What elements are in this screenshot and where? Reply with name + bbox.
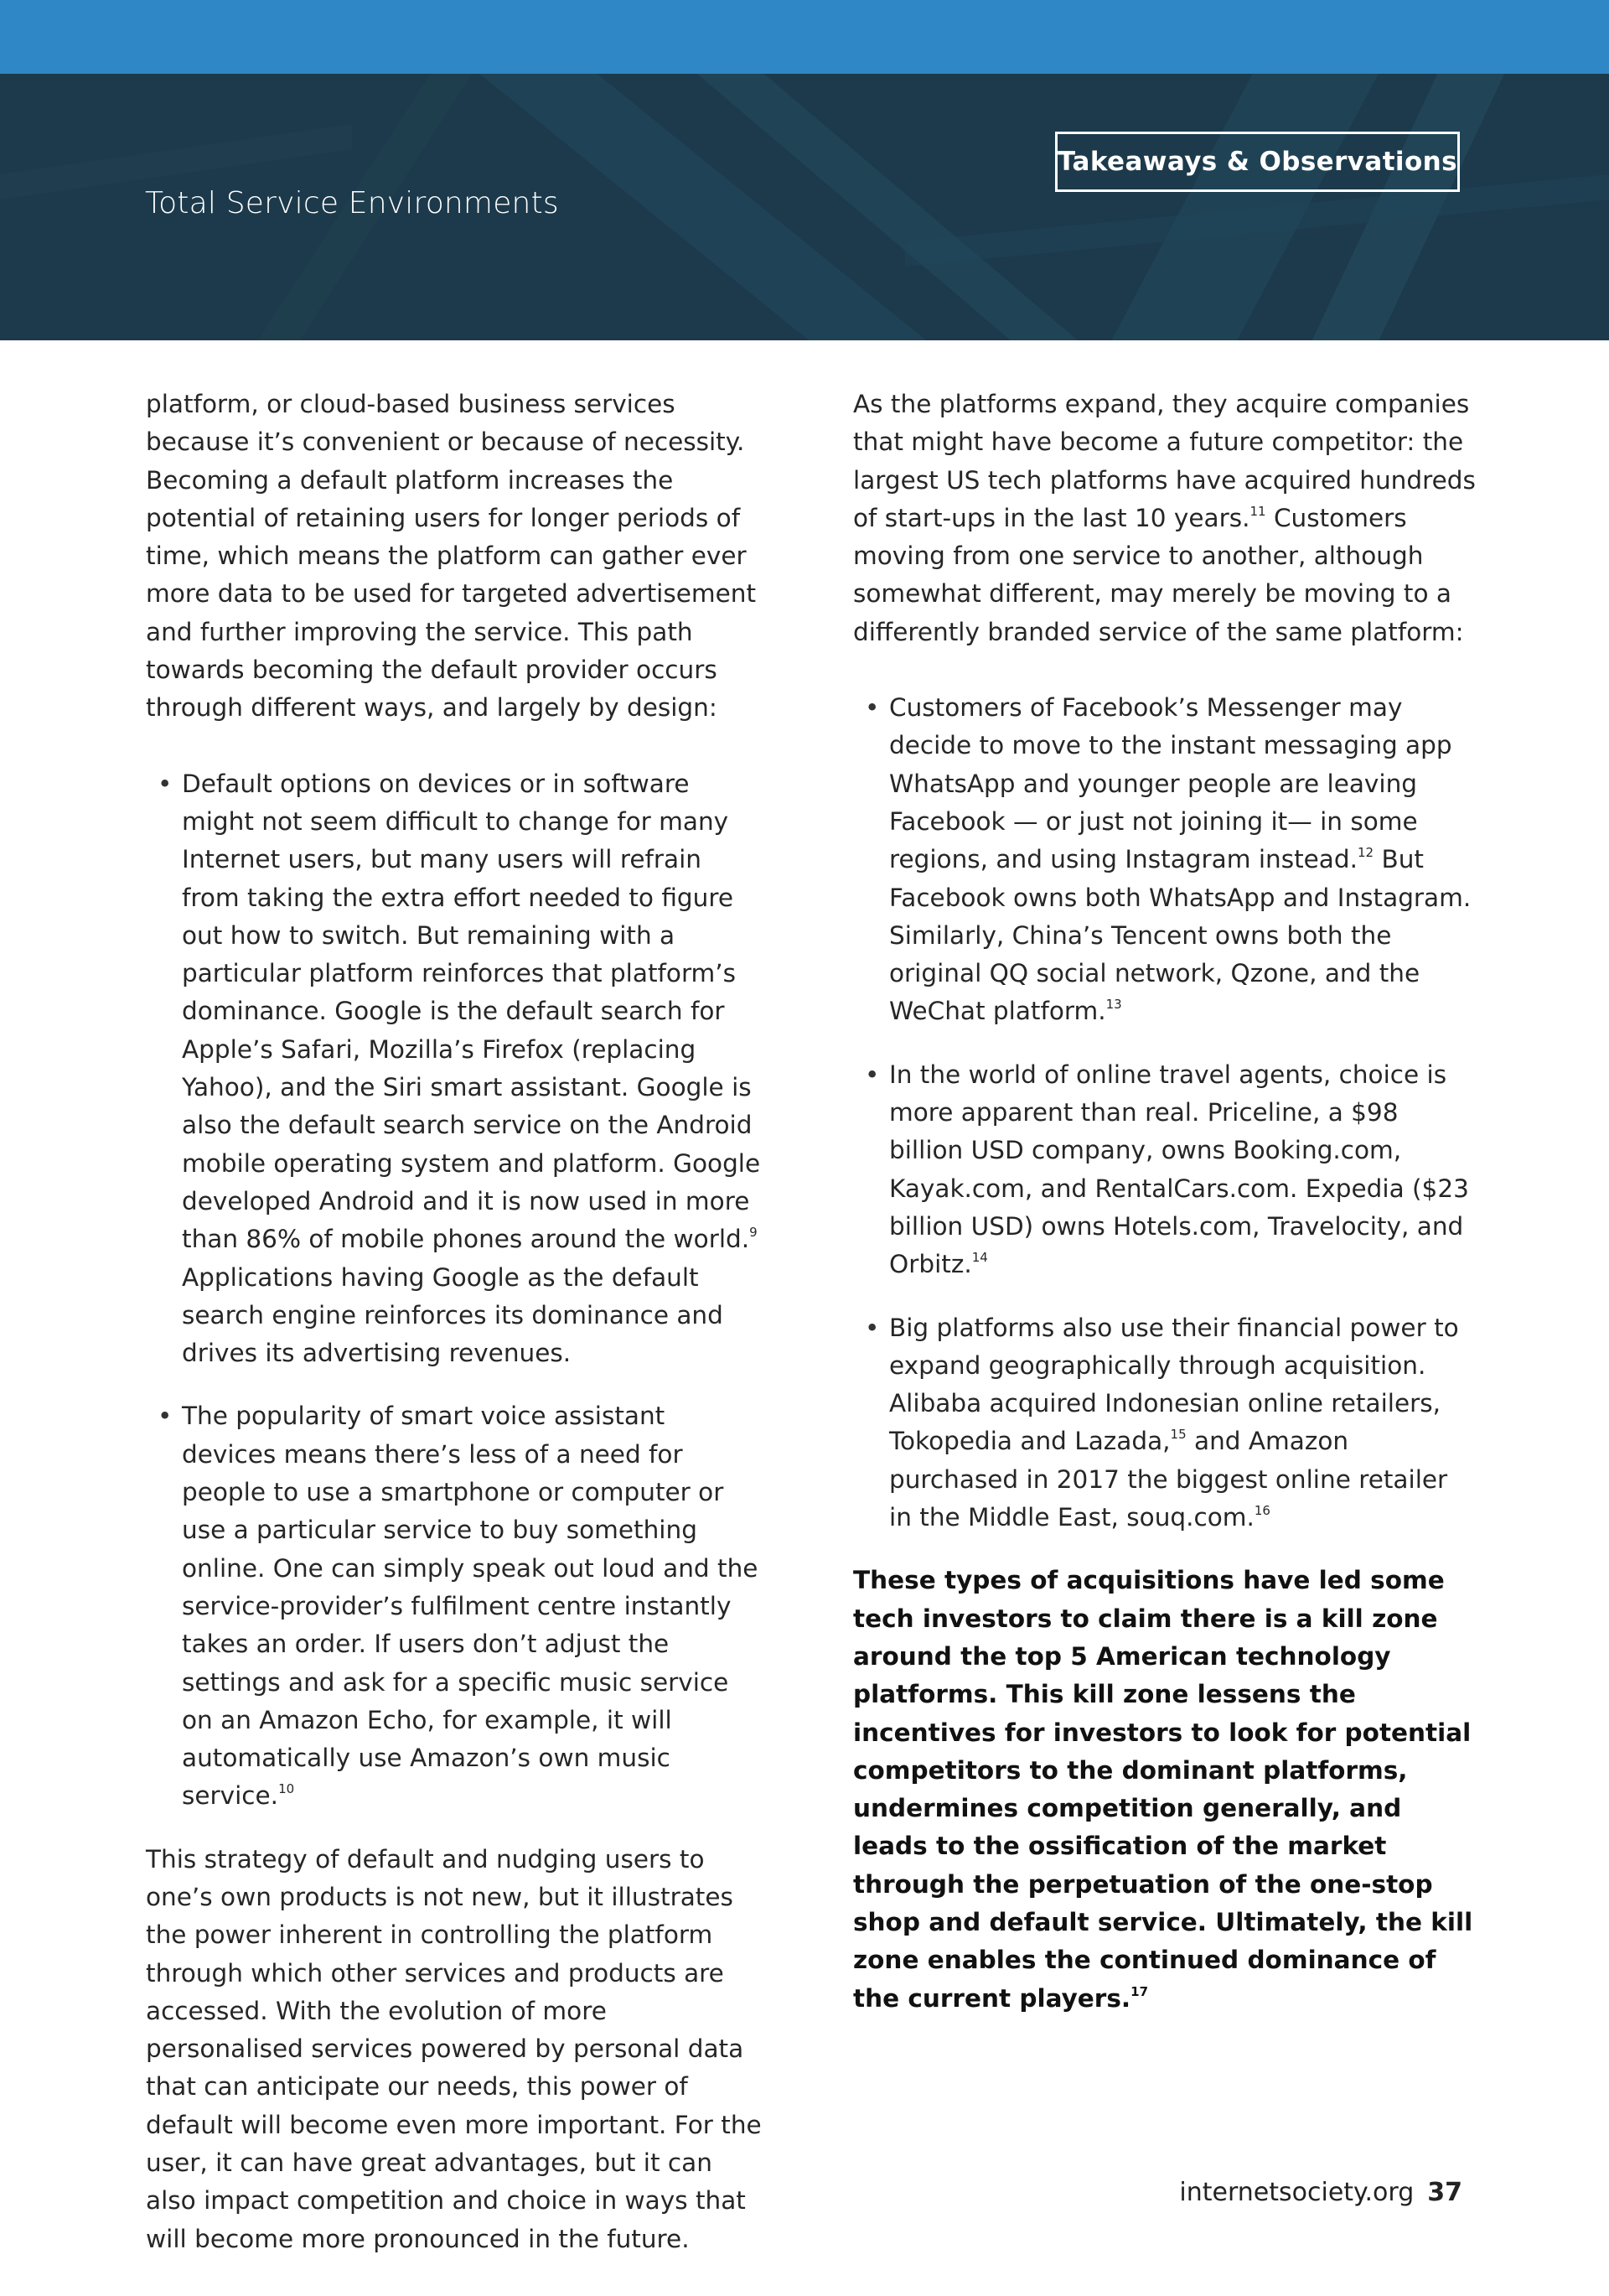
right-column xyxy=(853,386,1477,2055)
top-accent-strip xyxy=(0,0,1609,74)
list-item xyxy=(853,1309,1477,1537)
left-intro-paragraph: platform, or cloud-based business services because it’s convenient or because of necessity. Becoming a default platform increases the potential of retaining users for longer periods of time, which means the platform can gather ever more data to be used for targeted advertisement and further improving the service. This path towards becoming the default provider occurs through different ways, and largely by design: xyxy=(146,390,757,723)
left-column xyxy=(146,386,766,2296)
bullet-text-tail: Applications having Google as the default search engine reinforces its dominance and drives its advertising revenues. xyxy=(182,1262,723,1368)
bullet-text-tail: and Amazon purchased in 2017 the biggest online retailer in the Middle East, souq.com. xyxy=(889,1427,1448,1532)
footer-site-link[interactable]: internetsociety.org xyxy=(1179,2178,1415,2207)
section-title: Total Service Environments xyxy=(145,186,559,220)
footnote-ref: 12 xyxy=(1357,845,1374,861)
footnote-ref: 11 xyxy=(1249,503,1266,519)
header-banner xyxy=(0,74,1609,340)
list-item xyxy=(146,765,766,1373)
kill-zone-emphasis-paragraph xyxy=(853,1562,1477,2018)
bullet-text: The popularity of smart voice assistant devices means there’s less of a need for people to use a smartphone or computer or use a particular service to buy something online. One can simply speak out loud and the service-provider’s fulfilment centre instantly takes an order. If users don’t adjust the settings and ask for a specific music service on an Amazon Echo, for example, it will automatically use Amazon’s own music service. xyxy=(182,1402,758,1811)
left-closing-paragraph: This strategy of default and nudging users to one’s own products is not new, but it illustrates the power inherent in controlling the platform through which other services and products are accessed. With the evolution of more personalised services powered by personal data that can anticipate our needs, this power of default will become even more important. For the user, it can have great advantages, but it can also impact competition and choice in ways that will become more pronounced in the future. xyxy=(146,1844,762,2253)
right-intro-paragraph xyxy=(853,386,1477,651)
bullet-text: Big platforms also use their financial power to expand geographically through acquisition. Alibaba acquired Indonesian online retailers, Tokopedia and Lazada, xyxy=(889,1313,1459,1456)
bullet-text: Default options on devices or in software might not seem difficult to change for many Internet users, but many users will refrain from taking the extra effort needed to figure out how to switch. But remaining with a particular platform reinforces that platform’s dominance. Google is the default search for Apple’s Safari, Mozilla’s Firefox (replacing Yahoo), and the Siri smart assistant. Google is also the default search service on the Android mobile operating system and platform. Google developed Android and it is now used in more than 86% of mobile phones around the world. xyxy=(182,769,761,1254)
page-footer xyxy=(1179,2178,1462,2207)
bullet-text-tail: But Facebook owns both WhatsApp and Instagram. Similarly, China’s Tencent owns both the original QQ social network, Qzone, and the WeChat platform. xyxy=(889,845,1472,1026)
list-item xyxy=(146,1397,766,1815)
bullet-text: In the world of online travel agents, choice is more apparent than real. Priceline, a $98 billion USD company, owns Booking.com, Kayak.com, and RentalCars.com. Expedia ($23 billion USD) owns Hotels.com, Travelocity, and Orbitz. xyxy=(889,1060,1469,1279)
intro-text-tail: Customers moving from one service to another, although somewhat different, may merely be moving to a differently branded service of the same platform: xyxy=(853,503,1464,646)
page-number: 37 xyxy=(1427,2178,1462,2207)
right-bullet-list xyxy=(853,689,1477,1537)
footnote-ref: 13 xyxy=(1105,997,1122,1013)
list-item xyxy=(853,689,1477,1031)
footnote-ref: 16 xyxy=(1254,1503,1270,1519)
footnote-ref: 9 xyxy=(749,1225,758,1241)
intro-text: As the platforms expand, they acquire companies that might have become a future competitor: the largest US tech platforms have acquired hundreds of start-ups in the last 10 years. xyxy=(853,390,1476,532)
list-item xyxy=(853,1056,1477,1284)
footnote-ref: 14 xyxy=(971,1250,988,1266)
takeaways-tag: Takeaways & Observations xyxy=(1055,132,1460,192)
left-bullet-list xyxy=(146,765,766,1816)
footnote-ref: 15 xyxy=(1170,1427,1187,1443)
footnote-ref: 17 xyxy=(1130,1983,1149,1999)
footnote-ref: 10 xyxy=(278,1781,295,1797)
bullet-text: Customers of Facebook’s Messenger may decide to move to the instant messaging app WhatsApp and younger people are leaving Facebook — or just not joining it— in some regions, and using Instagram instead. xyxy=(889,693,1452,874)
emphasis-text: These types of acquisitions have led some tech investors to claim there is a kill zone around the top 5 American technology platforms. This kill zone lessens the incentives for investors to look for potential competitors to the dominant platforms, undermines competition generally, and leads to the ossification of the market through the perpetuation of the one-stop shop and default service. Ultimately, the kill zone enables the continued dominance of the current players. xyxy=(853,1566,1473,2013)
